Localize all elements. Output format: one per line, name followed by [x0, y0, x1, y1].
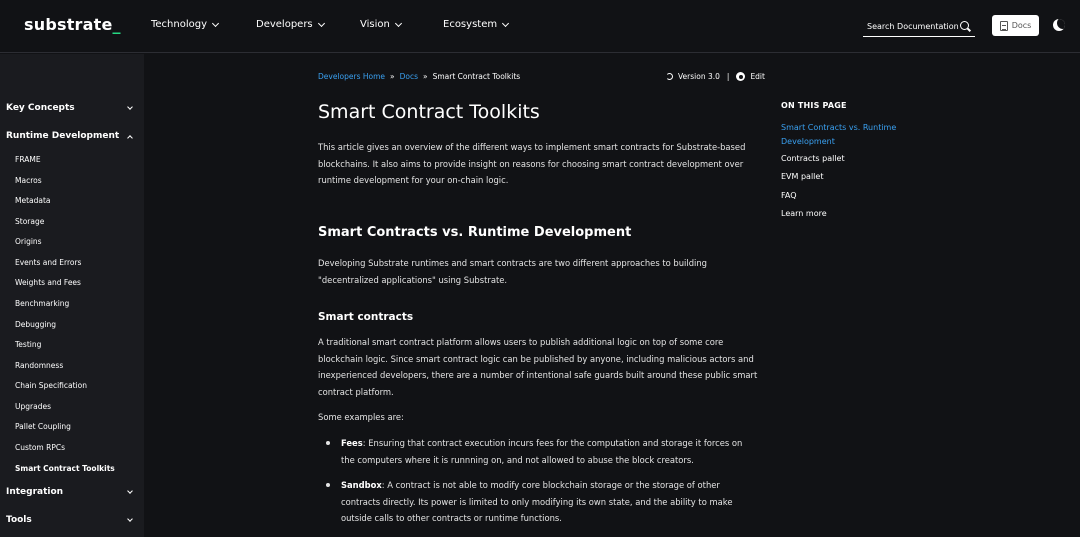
section-heading-smart-contracts-vs-runtime: Smart Contracts vs. Runtime Development	[318, 225, 632, 240]
sidebar-item-benchmarking[interactable]: Benchmarking	[15, 299, 70, 308]
chevron-up-icon	[127, 135, 133, 141]
sidebar-item-events-and-errors[interactable]: Events and Errors	[15, 258, 82, 267]
sidebar-item-debugging[interactable]: Debugging	[15, 320, 57, 329]
history-icon	[666, 73, 673, 80]
version-separator: |	[726, 72, 730, 81]
sidebar-item-pallet-coupling[interactable]: Pallet Coupling	[15, 422, 71, 431]
sidebar-item-macros[interactable]: Macros	[15, 176, 42, 185]
breadcrumb-current: Smart Contract Toolkits	[432, 72, 521, 81]
breadcrumb-docs[interactable]: Docs	[399, 72, 419, 81]
chevron-down-icon	[395, 19, 402, 26]
intro-paragraph: This article gives an overview of the different ways to implement smart contracts for Substrate-based blockchains. It also aims to provide insight on reasons for choosing smart contract development over runtime development for your on-chain logic.	[318, 142, 746, 185]
chevron-down-icon	[127, 488, 133, 494]
nav-vision[interactable]: Vision	[360, 19, 401, 30]
bullet-term: Sandbox	[341, 480, 382, 490]
breadcrumb-separator: »	[423, 72, 428, 81]
search-icon[interactable]	[960, 21, 971, 32]
nav-developers[interactable]: Developers	[256, 19, 324, 30]
docs-button[interactable]: Docs	[992, 15, 1039, 36]
nav-technology[interactable]: Technology	[151, 19, 218, 30]
chevron-down-icon	[502, 19, 509, 26]
breadcrumb-separator: »	[390, 72, 395, 81]
top-header	[0, 0, 1080, 53]
toc-item-learn-more[interactable]: Learn more	[781, 209, 827, 218]
substrate-logo[interactable]: substrate_	[24, 15, 121, 34]
sidebar-item-metadata[interactable]: Metadata	[15, 196, 51, 205]
examples-intro: Some examples are:	[318, 412, 404, 422]
sidebar-item-frame[interactable]: FRAME	[15, 155, 41, 164]
sidebar	[0, 54, 144, 537]
toc-title: ON THIS PAGE	[781, 101, 847, 110]
version-bar	[666, 72, 765, 81]
sidebar-section-runtime-development[interactable]: Runtime Development	[0, 126, 144, 146]
nav-ecosystem[interactable]: Ecosystem	[443, 19, 508, 30]
sidebar-item-storage[interactable]: Storage	[15, 217, 45, 226]
bullet-term: Fees	[341, 438, 363, 448]
version-label[interactable]: Version 3.0	[678, 72, 720, 81]
sidebar-item-smart-contract-toolkits[interactable]: Smart Contract Toolkits	[15, 464, 115, 473]
sidebar-item-upgrades[interactable]: Upgrades	[15, 402, 51, 411]
smart-contracts-paragraph: A traditional smart contract platform allows users to publish additional logic on top of some core blockchain logic. Since smart contract logic can be published by anyone, including malicious actors and inexperienced developers, there are a number of intentional safe guards built around these public smart contract platform.	[318, 337, 758, 397]
chevron-down-icon	[212, 19, 219, 26]
sidebar-section-key-concepts[interactable]: Key Concepts	[0, 98, 144, 118]
sidebar-section-tools[interactable]: Tools	[0, 510, 144, 530]
toc-item-smart-contracts-vs-runtime[interactable]: Smart Contracts vs. Runtime Development	[781, 123, 897, 146]
document-icon	[1000, 21, 1008, 31]
section-paragraph: Developing Substrate runtimes and smart contracts are two different approaches to building "decentralized applications" using Substrate.	[318, 258, 707, 285]
sidebar-item-weights-and-fees[interactable]: Weights and Fees	[15, 278, 81, 287]
breadcrumb	[318, 72, 520, 81]
sidebar-item-randomness[interactable]: Randomness	[15, 361, 64, 370]
sidebar-section-integration[interactable]: Integration	[0, 482, 144, 502]
bullet-icon	[326, 483, 330, 487]
sidebar-item-origins[interactable]: Origins	[15, 237, 42, 246]
chevron-down-icon	[318, 19, 325, 26]
toc-item-evm-pallet[interactable]: EVM pallet	[781, 172, 824, 181]
toc-item-faq[interactable]: FAQ	[781, 191, 797, 200]
github-icon	[736, 72, 745, 81]
bullet-icon	[326, 441, 330, 445]
dark-mode-moon-icon[interactable]	[1053, 19, 1065, 31]
breadcrumb-developers-home[interactable]: Developers Home	[318, 72, 386, 81]
page-title: Smart Contract Toolkits	[318, 101, 540, 123]
search-input[interactable]: Search Documentation	[863, 16, 975, 37]
subsection-heading-smart-contracts: Smart contracts	[318, 311, 414, 323]
chevron-down-icon	[127, 516, 133, 522]
sidebar-item-custom-rpcs[interactable]: Custom RPCs	[15, 443, 65, 452]
sidebar-item-testing[interactable]: Testing	[15, 340, 42, 349]
sidebar-item-chain-specification[interactable]: Chain Specification	[15, 381, 87, 390]
list-item	[326, 435, 758, 468]
chevron-down-icon	[127, 104, 133, 110]
toc-item-contracts-pallet[interactable]: Contracts pallet	[781, 154, 845, 163]
bullet-text: : Ensuring that contract execution incurs fees for the computation and storage it forces on the computers where it is runnning on, and not allowed to abuse the block creators.	[341, 438, 743, 465]
bullet-text: : A contract is not able to modify core blockchain storage or the storage of other contracts directly. Its power is limited to only modifying its own state, and the ability to make outside calls to other contracts or runtime functions.	[341, 480, 733, 523]
list-item	[326, 477, 758, 527]
edit-link[interactable]: Edit	[750, 72, 765, 81]
